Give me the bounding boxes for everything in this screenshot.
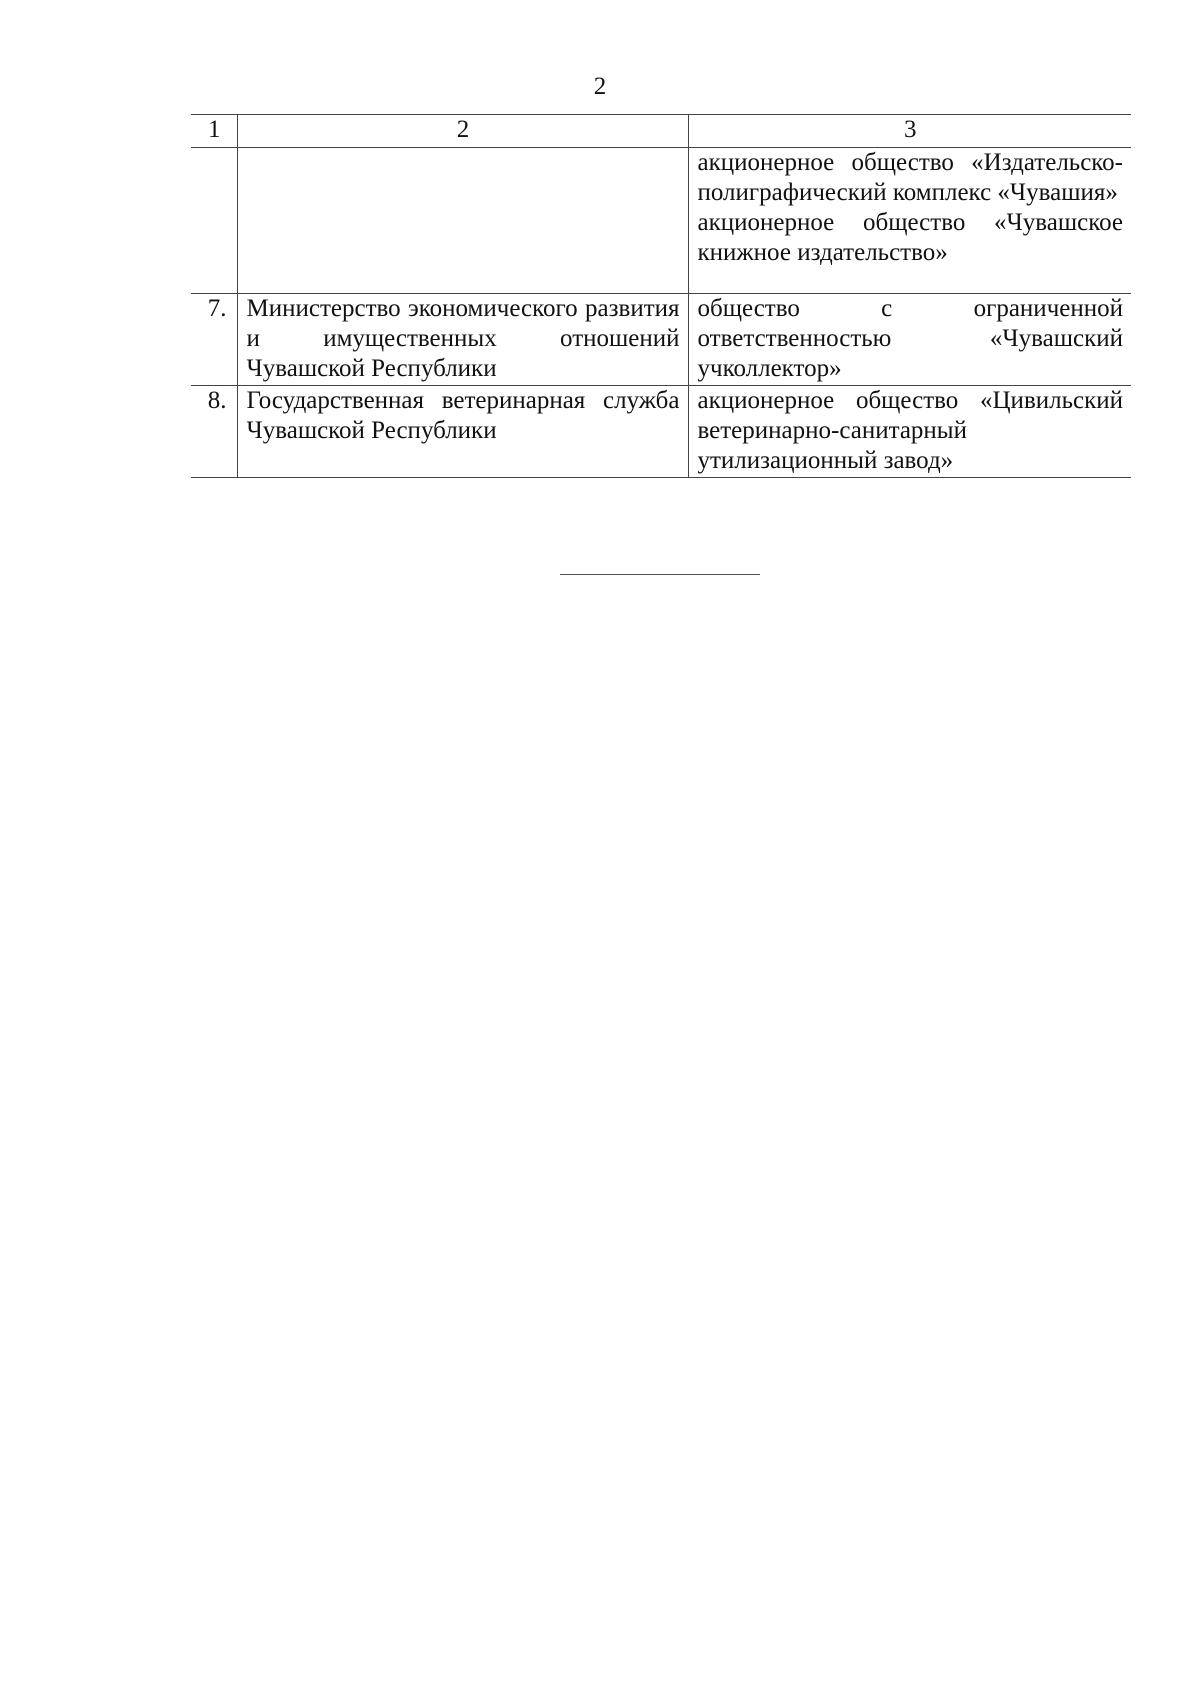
- organization-name: общество с ограниченной ответственностью «Чувашский учколлектор»: [697, 295, 1123, 382]
- column-header-authority: 2: [237, 115, 688, 148]
- column-header-organizations: 3: [904, 116, 917, 143]
- row-organizations: [688, 148, 1131, 294]
- organization-name: акционерное общество «Цивильский ветеринарно-санитарный утилизационный завод»: [697, 387, 1123, 474]
- row-authority: Министерство экономического развития и имущественных отношений Чувашской Республики: [237, 294, 688, 386]
- row-number: 7.: [191, 294, 237, 386]
- row-number: [191, 148, 237, 294]
- table-header-row: [191, 115, 1131, 148]
- row-authority: [237, 148, 688, 294]
- row-organizations: [688, 386, 1131, 478]
- organizations-table: [191, 114, 1131, 478]
- organization-name: акционерное общество «Издательско-полиграфический комплекс «Чувашия»: [697, 149, 1123, 206]
- end-of-document-rule: [560, 574, 760, 575]
- row-organizations: [688, 294, 1131, 386]
- organization-name: акционерное общество «Чувашское книжное издательство»: [697, 209, 1123, 266]
- table-row: [191, 148, 1131, 294]
- row-authority: Государственная ветеринарная служба Чувашской Республики: [237, 386, 688, 478]
- page-number: 2: [593, 73, 607, 100]
- table-row: [191, 386, 1131, 478]
- table-row: [191, 294, 1131, 386]
- row-number: 8.: [191, 386, 237, 478]
- column-header-number: 1: [191, 115, 237, 148]
